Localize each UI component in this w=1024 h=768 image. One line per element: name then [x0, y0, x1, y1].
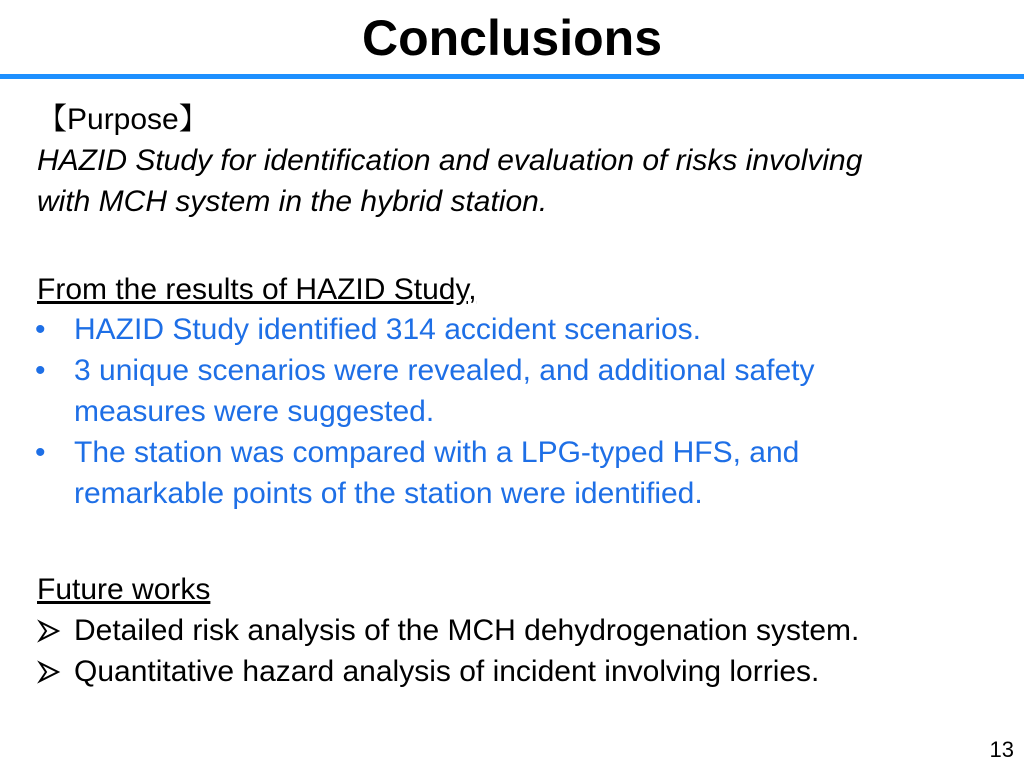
result-bullet-1-line-1: HAZID Study identified 314 accident scenarios.	[74, 313, 701, 346]
result-bullet-2-line-1: 3 unique scenarios were revealed, and additional safety	[74, 354, 815, 387]
bullet-marker: •	[35, 354, 46, 387]
future-item-1: Detailed risk analysis of the MCH dehydrogenation system.	[74, 614, 860, 647]
arrowhead-bullet-icon	[37, 654, 61, 690]
future-works-heading: Future works	[37, 573, 211, 606]
future-item-2: Quantitative hazard analysis of incident involving lorries.	[74, 655, 820, 688]
purpose-heading: 【Purpose】	[37, 103, 209, 136]
bullet-marker: •	[35, 436, 46, 469]
bullet-marker: •	[35, 313, 46, 346]
arrowhead-bullet-icon	[37, 613, 61, 649]
results-heading: From the results of HAZID Study,	[37, 273, 477, 306]
purpose-text-line-2: with MCH system in the hybrid station.	[37, 185, 548, 218]
title-divider	[0, 74, 1024, 79]
result-bullet-3-line-2: remarkable points of the station were identified.	[74, 477, 703, 510]
result-bullet-3-line-1: The station was compared with a LPG-typed HFS, and	[74, 436, 800, 469]
page-number: 13	[989, 737, 1014, 762]
slide-title: Conclusions	[361, 10, 663, 66]
purpose-text-line-1: HAZID Study for identification and evaluation of risks involving	[37, 144, 863, 177]
result-bullet-2-line-2: measures were suggested.	[74, 395, 435, 428]
